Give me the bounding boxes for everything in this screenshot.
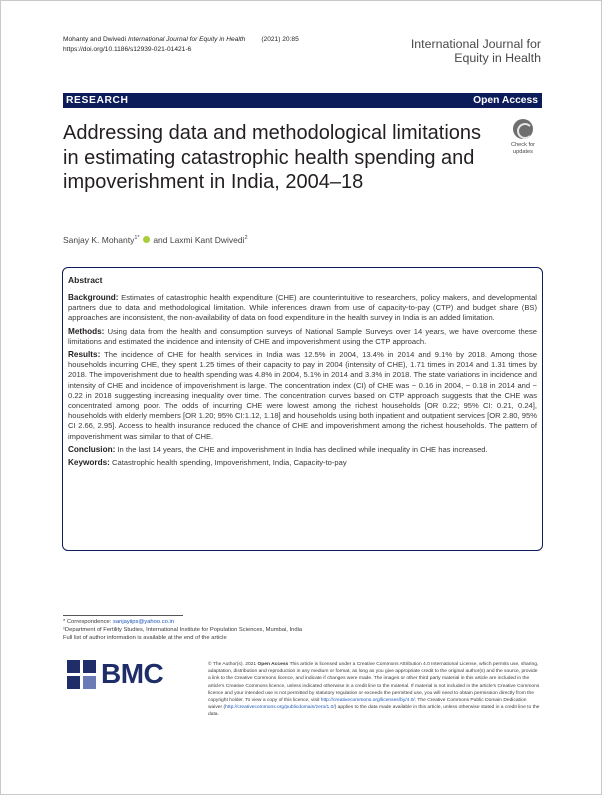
author-2[interactable]: and Laxmi Kant Dwivedi (153, 235, 245, 245)
bmc-mark-icon (67, 660, 97, 690)
author-list (63, 235, 248, 245)
check-updates-text: Check for updates (511, 142, 535, 155)
abstract-conclusion: Conclusion: In the last 14 years, the CHE and impoverishment in India has declined while inequality in CHE has increased. (68, 444, 488, 454)
article-type-banner (63, 93, 542, 108)
author-2-affiliation: 2 (244, 235, 248, 242)
abstract-heading: Abstract (68, 275, 103, 285)
header-year-volume: (2021) 20:85 (261, 36, 299, 43)
abstract-background: Background: Estimates of catastrophic health expenditure (CHE) are counterintuitive to researchers, policy makers, and developmental partners due to data and methodological limitation. While inferences drawn from use of capacity-to-pay (CTP) and budget share (BS) approaches are inconsistent, the non-availability of data on food expenditure in the health survey in India is an added limitation. (68, 293, 537, 323)
footnotes (63, 618, 308, 642)
bmc-logo (67, 660, 177, 690)
author-1-affiliation: 1* (134, 235, 140, 242)
correspondence: * Correspondence: sanjayiips@yahoo.co.in (63, 619, 174, 625)
author-1[interactable]: Sanjay K. Mohanty (63, 235, 135, 245)
affiliation: ¹Department of Fertility Studies, International Institute for Population Sciences, Mumbai, India (63, 627, 303, 633)
license-statement: © The Author(s). 2021 Open Access This article is licensed under a Creative Commons Attribution 4.0 International License, which permits use, sharing, adaptation, distribution and reproduction in any medium or format, as long as you give appropriate credit to the original author(s) and the source, provide a link to the Creative Commons licence, and indicate if changes were made. The images or other third party material in this article are included in the article's Creative Commons licence, unless indicated otherwise in a credit line to the material. If material is not included in the article's Creative Commons licence and your intended use is not permitted by statutory regulation or exceeds the permitted use, you will need to obtain permission directly from the copyright holder. To view a copy of this licence, visit http://creativecommons.org/licenses/by/4.0/. The Creative Commons Public Domain Dedication waiver (http://creativecommons.org/publicdomain/zero/1.0/) applies to the data made available in this article, unless otherwise stated in a credit line to the data. (208, 662, 540, 718)
author-info-note: Full list of author information is available at the end of the article (63, 635, 227, 641)
footnote-divider (63, 615, 183, 616)
correspondence-email[interactable]: sanjayiips@yahoo.co.in (112, 619, 174, 625)
open-access-label: Open Access (473, 95, 538, 106)
header-doi[interactable]: https://doi.org/10.1186/s12939-021-01421-6 (63, 46, 192, 53)
journal-logo-line2: Equity in Health (454, 51, 541, 65)
bmc-wordmark: BMC (101, 658, 164, 689)
journal-logo (411, 37, 541, 65)
journal-logo-line1: International Journal for (410, 37, 541, 51)
check-for-updates-badge[interactable] (503, 117, 543, 157)
abstract-box (62, 267, 543, 551)
cc-by-link[interactable]: http://creativecommons.org/licenses/by/4.0/ (320, 698, 415, 704)
abstract-methods: Methods: Using data from the health and consumption surveys of National Sample Surveys over 14 years, we have overcome these limitations and estimated the incidence and intensity of CHE and impoverishment using the CTP approach. (68, 326, 537, 346)
orcid-icon[interactable] (143, 236, 150, 243)
header-journal: International Journal for Equity in Health (128, 36, 246, 43)
check-updates-icon (513, 119, 533, 139)
header-authors: Mohanty and Dwivedi (63, 36, 127, 43)
abstract-results: Results: The incidence of CHE for health services in India was 12.5% in 2004, 13.4% in 2014 and 9.1% by 2018. Among those households incurring CHE, they spent 1.25 times of their capacity to pay in 2004 (intensity of CHE), 1.71 times in 2014 and 1.31 times by 2018. The impoverishment due to health spending was 4.8% in 2004, 5.1% in 2014 and 3.3% in 2018. The state variations in incidence and intensity of CHE and incidence of impoverishment is large. The concentration index (CI) of CHE was − 0.16 in 2004, − 0.18 in 2014 and − 0.22 in 2018 suggesting increasing inequality over time. The concentration curves based on CTP approach suggests that the CHE was concentrated among poor. The odds of incurring CHE were lowest among the richest households [OR 0.22; 95% CI: 0.21, 0.24], households with elderly members [OR 1.20; 95% CI:1.12, 1.18] and households using both inpatient and outpatient services [OR 2.80, 95% CI 2.66, 2.95]. Access to health insurance reduced the chance of CHE and impoverishment among the richest households. The pattern of impoverishment was similar to that of CHE. (68, 350, 537, 441)
article-type: RESEARCH (66, 95, 129, 106)
abstract-keywords: Keywords: Catastrophic health spending, Impoverishment, India, Capacity-to-pay (68, 458, 347, 468)
cc-zero-link[interactable]: http://creativecommons.org/publicdomain/zero/1.0/ (225, 705, 335, 711)
article-title: Addressing data and methodological limitations in estimating catastrophic health spending and impoverishment in India, 2004–18 (63, 122, 482, 193)
running-header (63, 35, 301, 55)
